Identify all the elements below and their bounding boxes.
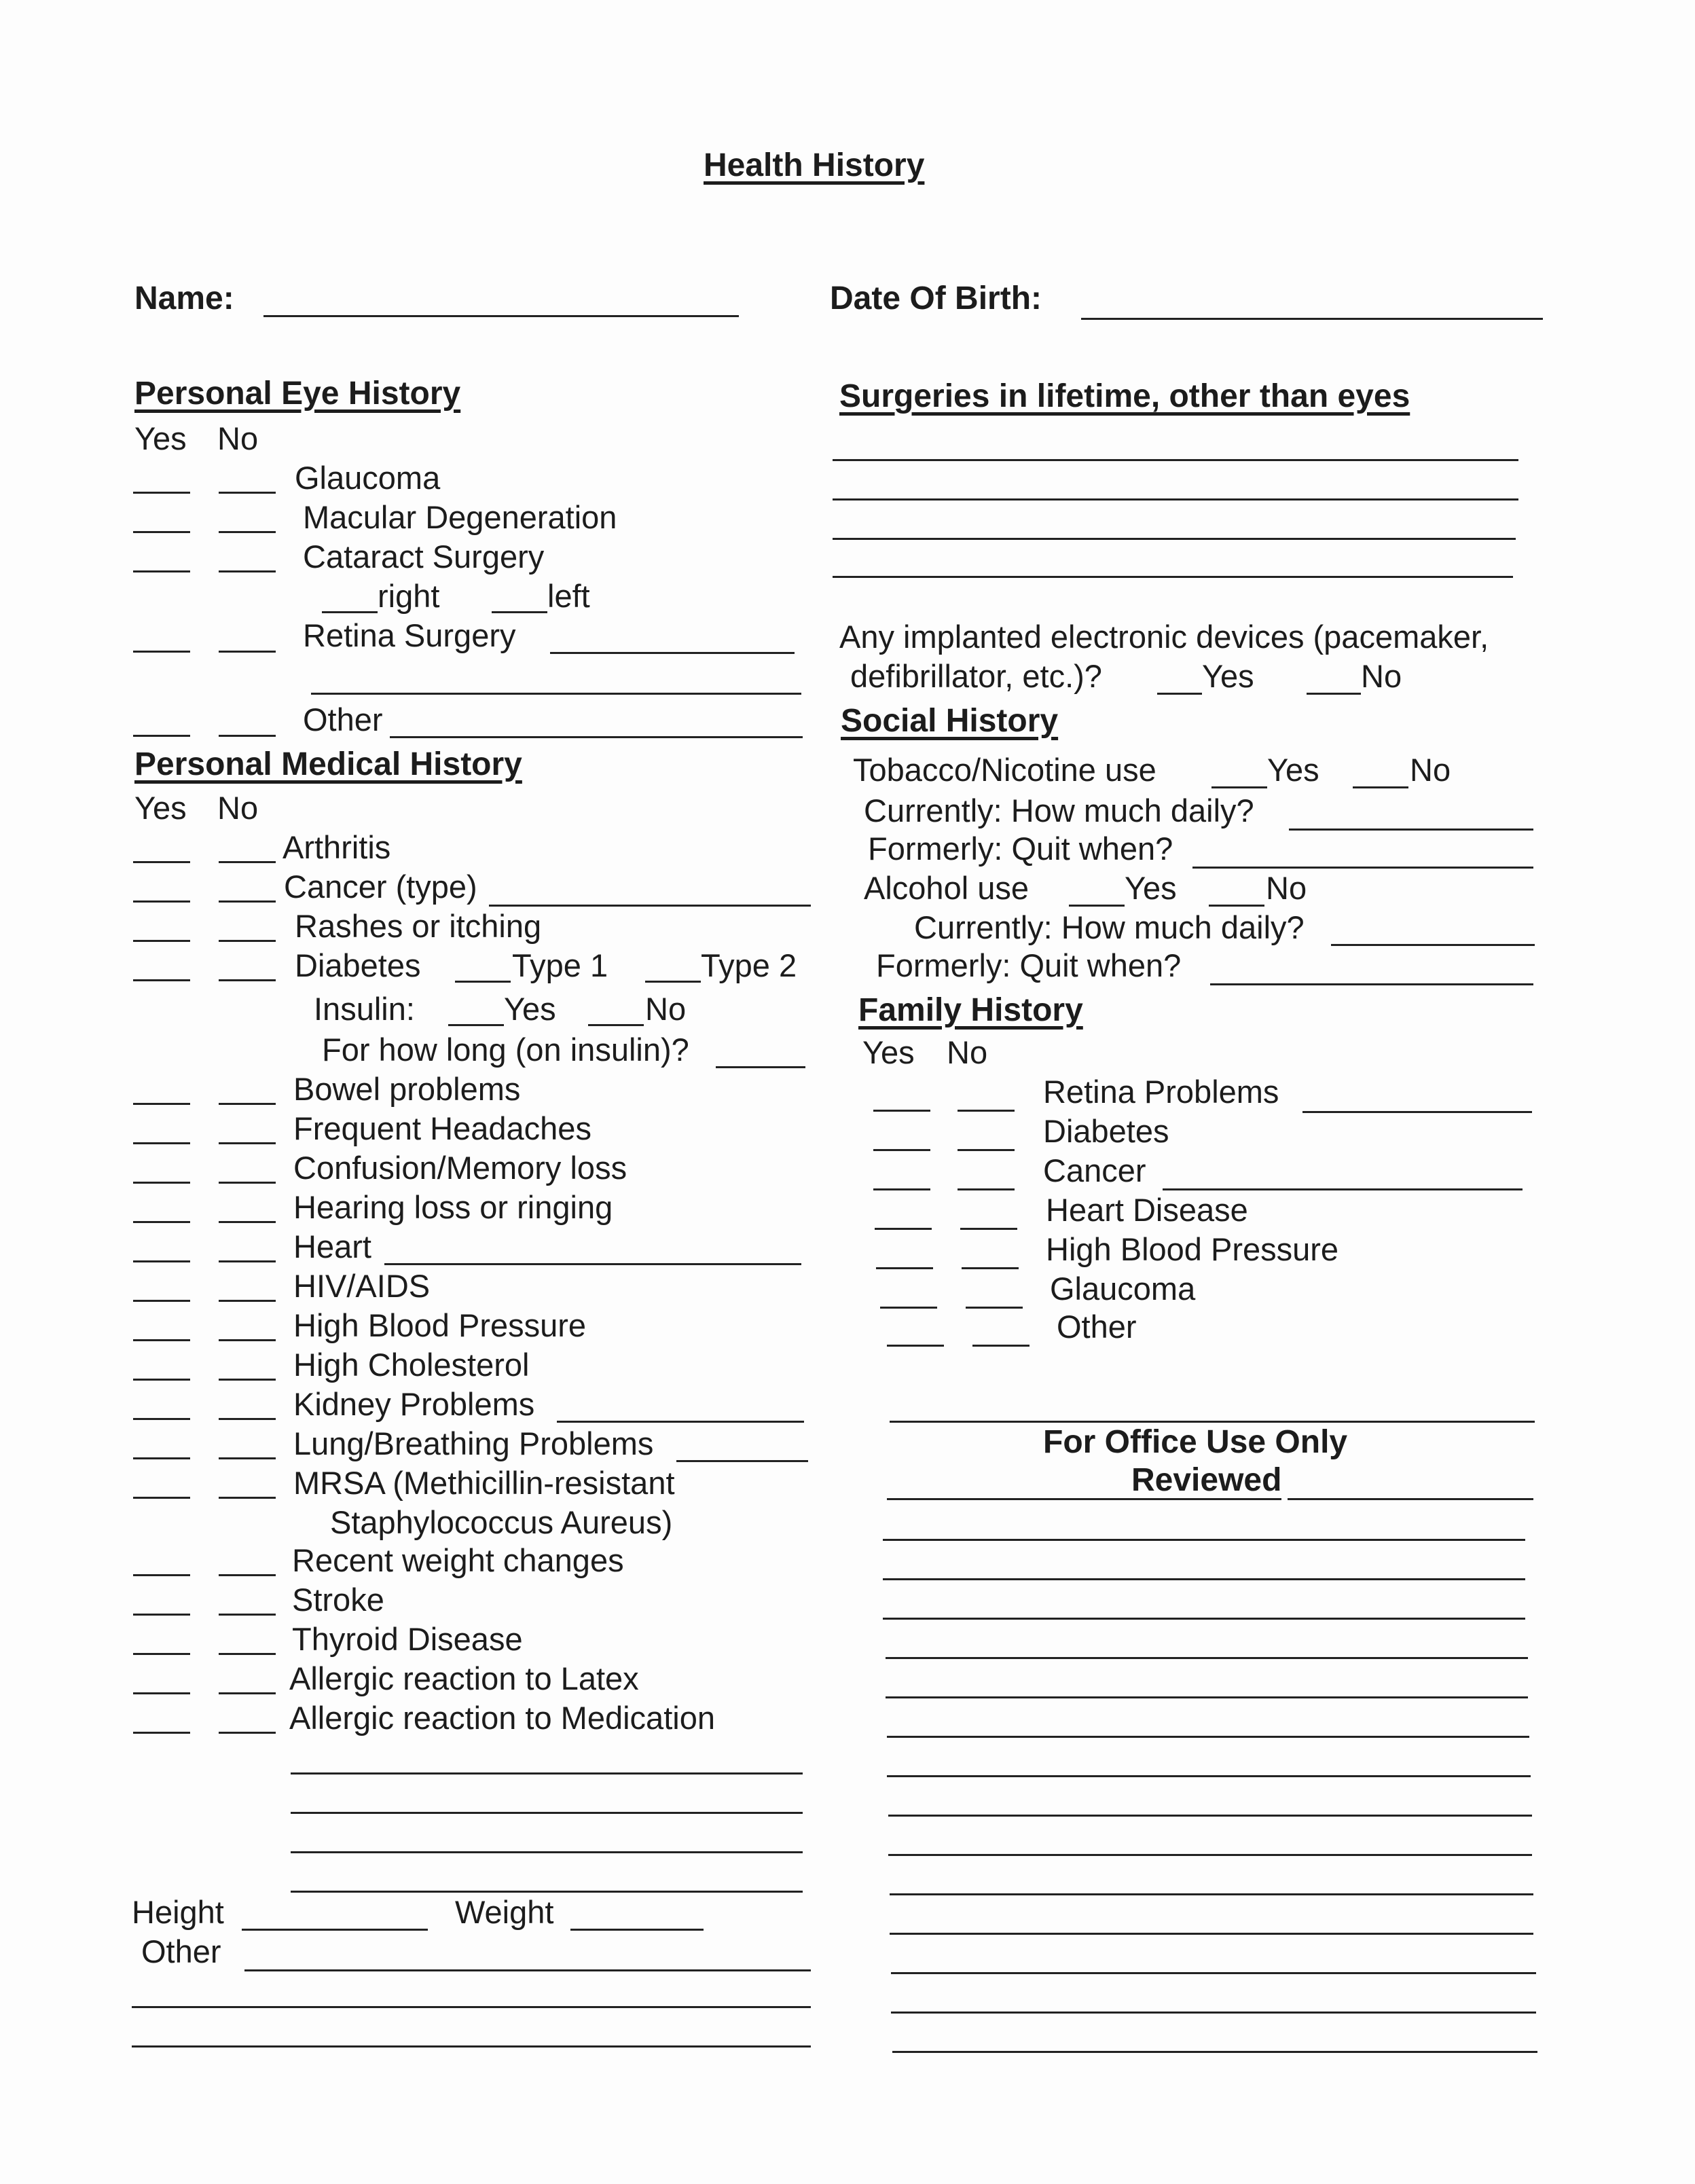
bottom-other-line[interactable] <box>132 2006 811 2008</box>
tobacco-label: Tobacco/Nicotine use <box>853 752 1156 788</box>
weight-change-no-blank[interactable] <box>219 1574 276 1576</box>
type2-blank[interactable] <box>645 981 701 983</box>
eye-cataract-label: Cataract Surgery <box>303 539 545 575</box>
family-cancer-detail-blank[interactable] <box>1163 1188 1523 1190</box>
eye-other-label: Other <box>303 702 383 738</box>
family-diabetes-no-blank[interactable] <box>958 1149 1015 1151</box>
office-line[interactable] <box>883 1539 1525 1541</box>
height-label: Height <box>132 1894 224 1930</box>
family-yes-header: Yes <box>862 1034 915 1070</box>
family-retina-label: Retina Problems <box>1043 1074 1279 1110</box>
bottom-other-line[interactable] <box>132 2045 811 2047</box>
surgery-line[interactable] <box>833 459 1518 461</box>
office-line[interactable] <box>887 1775 1531 1777</box>
hbp-no-blank[interactable] <box>219 1339 276 1341</box>
office-line[interactable] <box>886 1696 1528 1698</box>
eye-retina-label: Retina Surgery <box>303 617 516 653</box>
office-line[interactable] <box>887 1736 1529 1738</box>
insulin-no-blank[interactable] <box>588 1024 644 1026</box>
family-hbp-no-blank[interactable] <box>962 1267 1019 1269</box>
medication-no-blank[interactable] <box>219 1732 276 1734</box>
family-hbp-yes-blank[interactable] <box>876 1267 933 1269</box>
arthritis-yes-blank[interactable] <box>133 861 190 863</box>
lung-no-blank[interactable] <box>219 1457 276 1459</box>
alcohol-former-label: Formerly: Quit when? <box>876 947 1182 983</box>
hbp-yes-blank[interactable] <box>133 1339 190 1341</box>
cholesterol-no-blank[interactable] <box>219 1379 276 1381</box>
cancer-type-blank[interactable] <box>489 905 811 907</box>
alcohol-former-blank[interactable] <box>1210 983 1533 985</box>
macular-no-blank[interactable] <box>219 531 276 533</box>
insulin-no-label: No <box>645 991 687 1027</box>
hiv-yes-blank[interactable] <box>133 1300 190 1302</box>
family-heart-label: Heart Disease <box>1046 1192 1248 1228</box>
hiv-no-blank[interactable] <box>219 1300 276 1302</box>
cancer-label: Cancer (type) <box>284 869 477 905</box>
bottom-other-label: Other <box>141 1933 221 1969</box>
family-no-header: No <box>947 1034 988 1070</box>
headaches-no-blank[interactable] <box>219 1142 276 1144</box>
confusion-no-blank[interactable] <box>219 1182 276 1184</box>
surgery-line[interactable] <box>833 538 1516 540</box>
mrsa-label: MRSA (Methicillin-resistant <box>293 1465 675 1501</box>
name-label: Name: <box>134 280 234 316</box>
retina-detail-blank-2[interactable] <box>311 693 801 695</box>
tobacco-current-blank[interactable] <box>1289 829 1533 831</box>
family-retina-no-blank[interactable] <box>958 1110 1015 1112</box>
cancer-no-blank[interactable] <box>219 900 276 903</box>
office-line[interactable] <box>891 1972 1536 1974</box>
rashes-yes-blank[interactable] <box>133 940 190 942</box>
stroke-yes-blank[interactable] <box>133 1614 190 1616</box>
family-retina-yes-blank[interactable] <box>873 1110 930 1112</box>
weight-change-yes-blank[interactable] <box>133 1574 190 1576</box>
mrsa-cont-label: Staphylococcus Aureus) <box>330 1504 673 1540</box>
confusion-label: Confusion/Memory loss <box>293 1150 627 1186</box>
office-top-rule <box>890 1421 1535 1423</box>
family-other-label: Other <box>1057 1309 1137 1345</box>
stroke-label: Stroke <box>292 1582 384 1618</box>
kidney-label: Kidney Problems <box>293 1386 535 1422</box>
implants-no-blank[interactable] <box>1307 693 1361 695</box>
surgery-line[interactable] <box>833 498 1518 500</box>
thyroid-no-blank[interactable] <box>219 1653 276 1655</box>
cataract-left-label: left <box>547 578 590 614</box>
stroke-no-blank[interactable] <box>219 1614 276 1616</box>
family-hbp-label: High Blood Pressure <box>1046 1231 1339 1267</box>
family-glaucoma-yes-blank[interactable] <box>880 1307 937 1309</box>
eye-macular-label: Macular Degeneration <box>303 499 617 535</box>
alcohol-no-label: No <box>1266 870 1307 906</box>
hearing-label: Hearing loss or ringing <box>293 1189 613 1225</box>
kidney-no-blank[interactable] <box>219 1418 276 1420</box>
hiv-label: HIV/AIDS <box>293 1268 431 1304</box>
lung-label: Lung/Breathing Problems <box>293 1425 654 1461</box>
office-reviewed-rule-left <box>887 1498 1131 1500</box>
office-line[interactable] <box>888 1854 1532 1856</box>
confusion-yes-blank[interactable] <box>133 1182 190 1184</box>
height-field[interactable] <box>242 1929 428 1931</box>
tobacco-former-label: Formerly: Quit when? <box>868 831 1173 867</box>
alcohol-yes-blank[interactable] <box>1069 905 1125 907</box>
medication-yes-blank[interactable] <box>133 1732 190 1734</box>
tobacco-no-blank[interactable] <box>1353 786 1408 788</box>
glaucoma-no-blank[interactable] <box>219 492 276 494</box>
medical-no-header: No <box>217 790 259 826</box>
latex-yes-blank[interactable] <box>133 1692 190 1694</box>
weight-label: Weight <box>455 1894 554 1930</box>
implants-question-line2: defibrillator, etc.)? <box>850 658 1102 694</box>
tobacco-yes-blank[interactable] <box>1211 786 1267 788</box>
heart-label: Heart <box>293 1228 371 1264</box>
insulin-yes-label: Yes <box>504 991 556 1027</box>
insulin-duration-label: For how long (on insulin)? <box>322 1032 689 1068</box>
office-line[interactable] <box>891 2012 1536 2014</box>
cholesterol-yes-blank[interactable] <box>133 1379 190 1381</box>
bottom-other-field[interactable] <box>244 1969 811 1971</box>
tobacco-no-label: No <box>1410 752 1451 788</box>
family-cancer-no-blank[interactable] <box>958 1188 1015 1190</box>
alcohol-yes-label: Yes <box>1125 870 1177 906</box>
family-other-no-blank[interactable] <box>972 1345 1029 1347</box>
family-heart-no-blank[interactable] <box>960 1228 1017 1230</box>
macular-yes-blank[interactable] <box>133 531 190 533</box>
surgeries-heading: Surgeries in lifetime, other than eyes <box>839 378 1410 414</box>
eye-other-blank[interactable] <box>390 736 803 738</box>
lung-yes-blank[interactable] <box>133 1457 190 1459</box>
implants-yes-label: Yes <box>1202 658 1254 694</box>
surgery-line[interactable] <box>833 576 1513 578</box>
implants-question-line1: Any implanted electronic devices (pacemaker, <box>839 619 1489 655</box>
rashes-no-blank[interactable] <box>219 940 276 942</box>
office-line[interactable] <box>883 1578 1525 1580</box>
bowel-label: Bowel problems <box>293 1071 521 1107</box>
family-glaucoma-no-blank[interactable] <box>966 1307 1023 1309</box>
tobacco-yes-label: Yes <box>1267 752 1319 788</box>
type2-label: Type 2 <box>701 947 797 983</box>
office-use-title: For Office Use Only <box>1043 1424 1348 1460</box>
page-title: Health History <box>704 147 925 183</box>
arthritis-no-blank[interactable] <box>219 861 276 863</box>
family-cancer-label: Cancer <box>1043 1152 1146 1188</box>
dob-field[interactable] <box>1081 318 1543 320</box>
glaucoma-yes-blank[interactable] <box>133 492 190 494</box>
social-history-heading: Social History <box>841 703 1059 739</box>
family-history-heading: Family History <box>858 992 1083 1028</box>
family-retina-detail-blank[interactable] <box>1302 1111 1532 1113</box>
office-line[interactable] <box>890 1893 1533 1895</box>
family-cancer-yes-blank[interactable] <box>873 1188 930 1190</box>
family-other-yes-blank[interactable] <box>887 1345 944 1347</box>
medical-history-heading: Personal Medical History <box>134 746 522 782</box>
family-diabetes-label: Diabetes <box>1043 1113 1169 1149</box>
headaches-yes-blank[interactable] <box>133 1142 190 1144</box>
medication-label: Allergic reaction to Medication <box>289 1700 715 1736</box>
office-line[interactable] <box>883 1618 1525 1620</box>
implants-no-label: No <box>1361 658 1402 694</box>
lung-detail-blank[interactable] <box>676 1460 808 1462</box>
office-line[interactable] <box>892 2051 1537 2053</box>
office-reviewed-rule-right <box>1288 1498 1533 1500</box>
latex-label: Allergic reaction to Latex <box>289 1660 639 1696</box>
insulin-yes-blank[interactable] <box>448 1024 504 1026</box>
latex-no-blank[interactable] <box>219 1692 276 1694</box>
rashes-label: Rashes or itching <box>295 908 542 944</box>
implants-yes-blank[interactable] <box>1157 693 1202 695</box>
eye-glaucoma-label: Glaucoma <box>295 460 441 496</box>
type1-label: Type 1 <box>512 947 608 983</box>
heart-yes-blank[interactable] <box>133 1260 190 1262</box>
eye-other-yes-blank[interactable] <box>133 735 190 737</box>
headaches-label: Frequent Headaches <box>293 1110 591 1146</box>
cancer-yes-blank[interactable] <box>133 900 190 903</box>
mrsa-no-blank[interactable] <box>219 1497 276 1499</box>
tobacco-former-blank[interactable] <box>1192 867 1533 869</box>
office-line[interactable] <box>886 1657 1528 1659</box>
insulin-duration-blank[interactable] <box>716 1066 805 1068</box>
hbp-label: High Blood Pressure <box>293 1307 587 1343</box>
retina-yes-blank[interactable] <box>133 651 190 653</box>
family-glaucoma-label: Glaucoma <box>1050 1271 1196 1307</box>
eye-other-no-blank[interactable] <box>219 735 276 737</box>
heart-no-blank[interactable] <box>219 1260 276 1262</box>
weight-change-label: Recent weight changes <box>292 1542 624 1578</box>
cataract-left-blank[interactable] <box>492 611 547 613</box>
hearing-no-blank[interactable] <box>219 1221 276 1223</box>
alcohol-no-blank[interactable] <box>1209 905 1264 907</box>
alcohol-current-blank[interactable] <box>1331 944 1535 946</box>
medication-detail-line[interactable] <box>291 1812 803 1814</box>
diabetes-no-blank[interactable] <box>219 979 276 981</box>
medication-detail-line[interactable] <box>291 1772 803 1774</box>
type1-blank[interactable] <box>455 981 511 983</box>
mrsa-yes-blank[interactable] <box>133 1497 190 1499</box>
cataract-no-blank[interactable] <box>219 570 276 572</box>
dob-label: Date Of Birth: <box>830 280 1042 316</box>
heart-detail-blank[interactable] <box>384 1263 801 1265</box>
insulin-label: Insulin: <box>314 991 415 1027</box>
alcohol-current-label: Currently: How much daily? <box>914 909 1305 945</box>
kidney-detail-blank[interactable] <box>557 1421 804 1423</box>
office-line[interactable] <box>890 1933 1533 1935</box>
eye-history-heading: Personal Eye History <box>134 376 461 412</box>
thyroid-label: Thyroid Disease <box>292 1621 523 1657</box>
eye-no-header: No <box>217 420 259 456</box>
name-field[interactable] <box>263 315 739 317</box>
cataract-right-label: right <box>378 578 440 614</box>
retina-no-blank[interactable] <box>219 651 276 653</box>
bowel-no-blank[interactable] <box>219 1103 276 1105</box>
office-reviewed-label: Reviewed <box>1131 1463 1281 1500</box>
tobacco-current-label: Currently: How much daily? <box>864 793 1254 829</box>
arthritis-label: Arthritis <box>282 829 391 865</box>
diabetes-yes-blank[interactable] <box>133 979 190 981</box>
family-diabetes-yes-blank[interactable] <box>873 1149 930 1151</box>
diabetes-label: Diabetes <box>295 947 421 983</box>
cataract-yes-blank[interactable] <box>133 570 190 572</box>
weight-field[interactable] <box>570 1929 704 1931</box>
office-line[interactable] <box>888 1815 1532 1817</box>
cholesterol-label: High Cholesterol <box>293 1347 530 1383</box>
medication-detail-line[interactable] <box>291 1891 803 1893</box>
hearing-yes-blank[interactable] <box>133 1221 190 1223</box>
thyroid-yes-blank[interactable] <box>133 1653 190 1655</box>
cataract-right-blank[interactable] <box>322 611 378 613</box>
eye-yes-header: Yes <box>134 420 187 456</box>
kidney-yes-blank[interactable] <box>133 1418 190 1420</box>
family-heart-yes-blank[interactable] <box>875 1228 932 1230</box>
medication-detail-line[interactable] <box>291 1851 803 1853</box>
medical-yes-header: Yes <box>134 790 187 826</box>
alcohol-label: Alcohol use <box>864 870 1029 906</box>
bowel-yes-blank[interactable] <box>133 1103 190 1105</box>
retina-detail-blank[interactable] <box>550 652 795 654</box>
